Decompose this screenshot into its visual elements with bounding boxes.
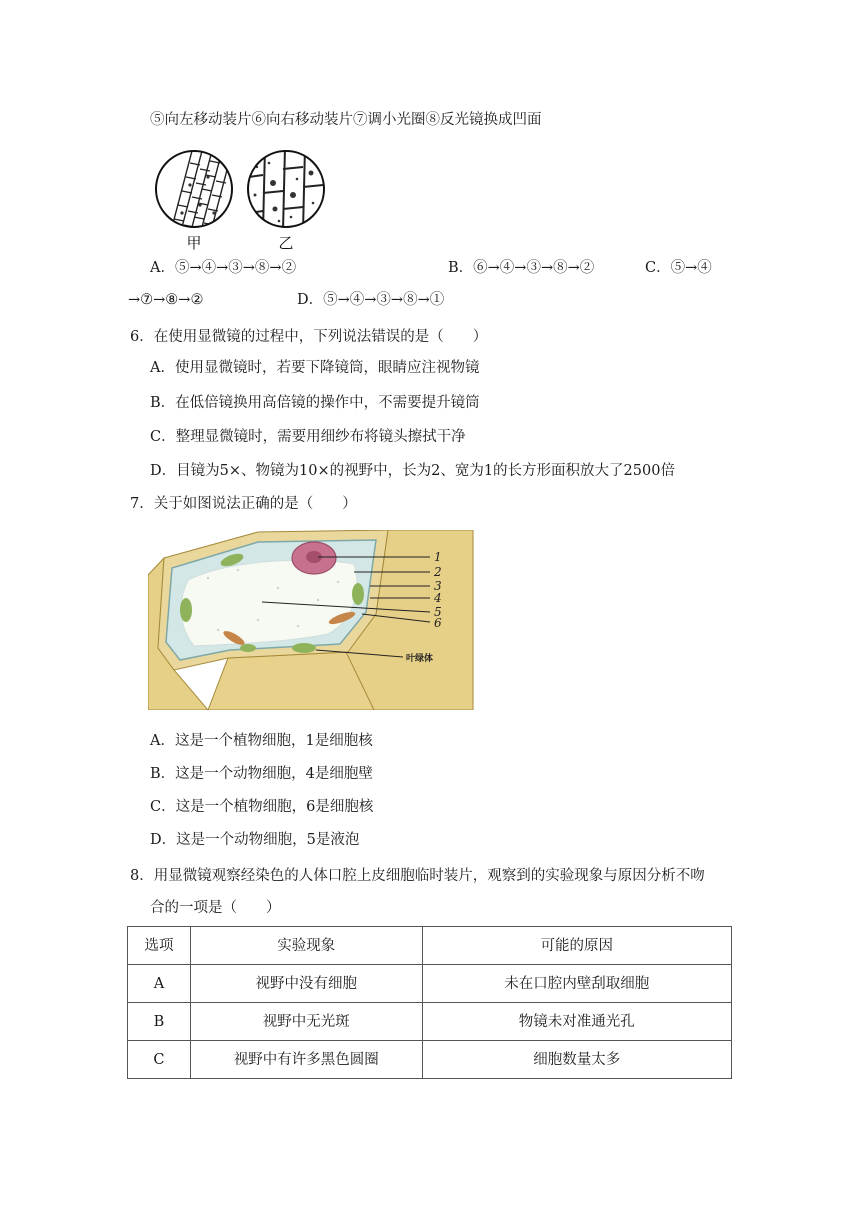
header-cause: 可能的原因 — [422, 927, 731, 965]
q5-steps-line: ⑤向左移动装片⑥向右移动装片⑦调小光圈⑧反光镜换成凹面 — [150, 112, 542, 128]
q5-option-c-part1: C．⑤→④ — [645, 260, 712, 276]
cell-phenomenon: 视野中有许多黑色圆圈 — [190, 1041, 422, 1079]
header-phenomenon: 实验现象 — [190, 927, 422, 965]
cell-phenomenon: 视野中没有细胞 — [190, 965, 422, 1003]
figure-label-left: 甲 — [186, 234, 202, 252]
cell-cause: 细胞数量太多 — [422, 1041, 731, 1079]
q7-option-c: C．这是一个植物细胞，6是细胞核 — [150, 799, 374, 815]
q8-stem-line2: 合的一项是（ ） — [150, 900, 281, 916]
header-option: 选项 — [128, 927, 191, 965]
q5-option-a: A．⑤→④→③→⑧→② — [150, 260, 297, 276]
cell-option: A — [128, 965, 191, 1003]
label-1: 1 — [434, 550, 442, 564]
table-row — [128, 1003, 732, 1041]
q6-option-c: C．整理显微镜时，需要用细纱布将镜头擦拭干净 — [150, 429, 466, 445]
q7-option-d: D．这是一个动物细胞，5是液泡 — [150, 832, 360, 848]
q7-option-b: B．这是一个动物细胞，4是细胞壁 — [150, 766, 373, 782]
q7-plant-cell-figure — [148, 530, 483, 710]
q8-table — [127, 926, 732, 1079]
cell-cause: 未在口腔内壁刮取细胞 — [422, 965, 731, 1003]
q5-option-d: D．⑤→④→③→⑧→① — [297, 292, 445, 308]
q6-option-a: A．使用显微镜时，若要下降镜筒，眼睛应注视物镜 — [150, 360, 480, 376]
q5-option-b: B．⑥→④→③→⑧→② — [448, 260, 595, 276]
q7-stem: 7．关于如图说法正确的是（ ） — [130, 496, 357, 512]
figure-label-right: 乙 — [278, 234, 294, 252]
cell-cause: 物镜未对准通光孔 — [422, 1003, 731, 1041]
table-row — [128, 965, 732, 1003]
field-of-view-left — [153, 147, 235, 231]
label-2: 2 — [434, 565, 442, 579]
q5-option-c-part2: →⑦→⑧→② — [128, 292, 204, 308]
cell-option: B — [128, 1003, 191, 1041]
cell-option: C — [128, 1041, 191, 1079]
label-5: 5 — [434, 605, 442, 619]
table-header-row — [128, 927, 732, 965]
q8-stem-line1: 8．用显微镜观察经染色的人体口腔上皮细胞临时装片，观察到的实验现象与原因分析不吻 — [130, 868, 705, 884]
label-chloroplast: 叶绿体 — [406, 654, 434, 664]
field-of-view-right — [245, 147, 327, 231]
q7-option-a: A．这是一个植物细胞，1是细胞核 — [150, 733, 373, 749]
label-3: 3 — [434, 579, 442, 593]
label-4: 4 — [434, 591, 442, 605]
cell-phenomenon: 视野中无光斑 — [190, 1003, 422, 1041]
q6-option-d: D．目镜为5×、物镜为10×的视野中，长为2、宽为1的长方形面积放大了2500倍 — [150, 463, 675, 479]
q6-stem: 6．在使用显微镜的过程中，下列说法错误的是（ ） — [130, 329, 488, 345]
q6-option-b: B．在低倍镜换用高倍镜的操作中，不需要提升镜筒 — [150, 395, 480, 411]
q5-microscope-figure — [153, 147, 328, 252]
table-row — [128, 1041, 732, 1079]
label-6: 6 — [434, 616, 442, 630]
